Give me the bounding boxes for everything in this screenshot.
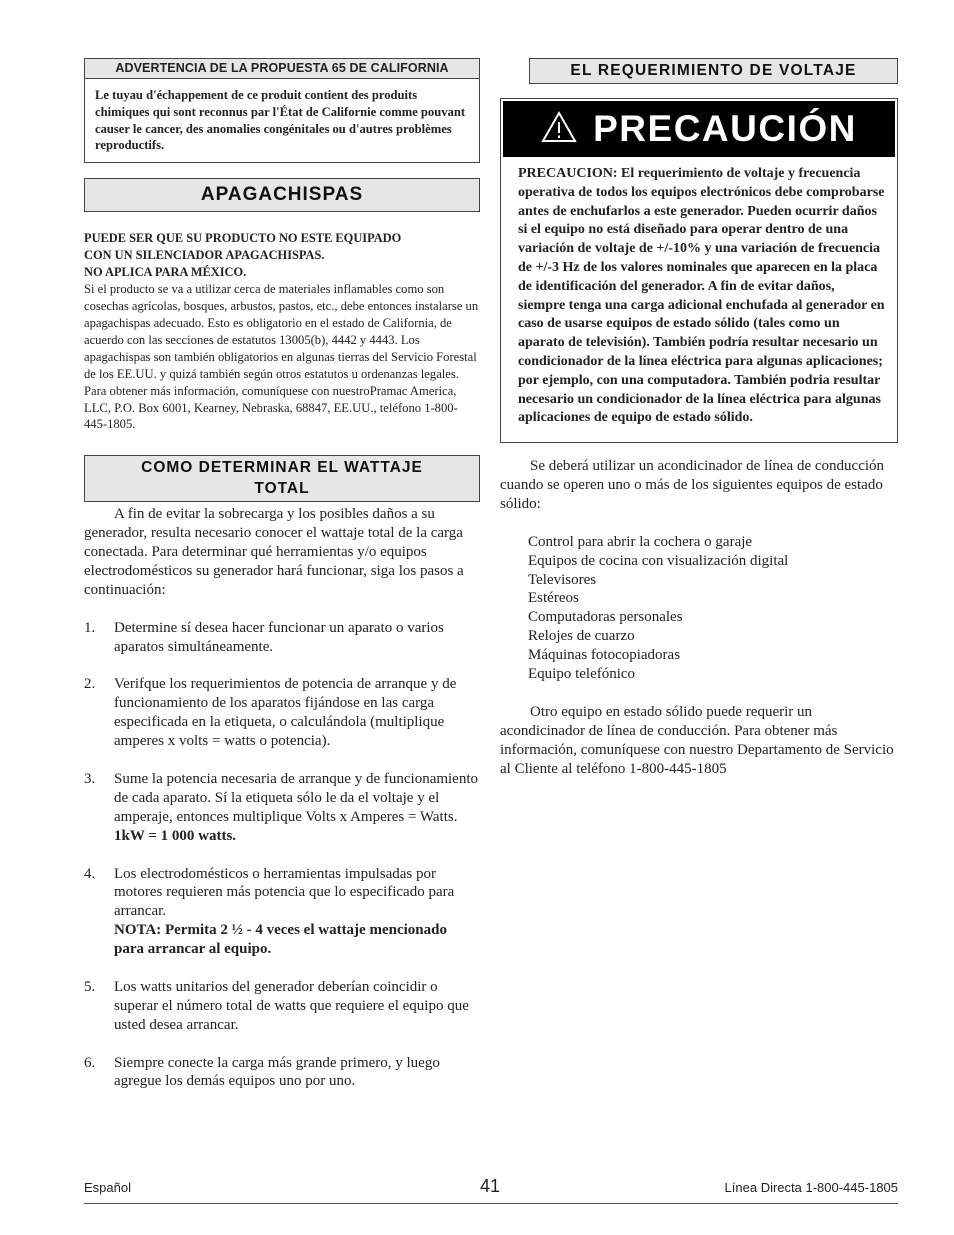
apagachispas-warning-line: NO APLICA PARA MÉXICO.	[84, 265, 247, 280]
step-text: Verifque los requerimientos de potencia de arranque y de funcionamiento de los aparatos fijándose en las carga especificada en la etiqueta, o calculándola (multiplique amperes x volts = watts o potencia).	[114, 676, 457, 750]
step-number: 1.	[84, 619, 96, 636]
step-text: Determine sí desea hacer funcionar un aparato o varios aparatos simultáneamente.	[114, 619, 444, 655]
footer-hotline: Línea Directa 1-800-445-1805	[724, 1180, 898, 1195]
voltaje-body	[500, 457, 898, 778]
apagachispas-heading: APAGACHISPAS	[84, 178, 480, 212]
wattaje-step	[84, 865, 480, 960]
right-column	[500, 58, 898, 779]
step-number: 3.	[84, 770, 96, 787]
prop65-title: ADVERTENCIA DE LA PROPUESTA 65 DE CALIFORNIA	[85, 59, 479, 79]
wattaje-heading-line1: COMO DETERMINAR EL WATTAJE	[141, 459, 423, 477]
page-number: 41	[479, 1176, 501, 1196]
wattaje-heading	[84, 455, 480, 502]
equipment-item: Control para abrir la cochera o garaje	[528, 533, 753, 550]
step-number: 2.	[84, 676, 96, 693]
apagachispas-warning-line: CON UN SILENCIADOR APAGACHISPAS.	[84, 248, 325, 263]
step-bold: 1kW = 1 000 watts.	[114, 827, 237, 844]
wattaje-heading-line2: TOTAL	[254, 480, 310, 498]
equipment-item: Equipo telefónico	[528, 666, 636, 683]
prop65-body: Le tuyau d'échappement de ce produit contient des produits chimiques qui sont reconnus par l'État de Californie comme pouvant causer le cancer, des anomalies congénitales ou d'autres problèmes reproductifs.	[95, 88, 466, 153]
equipment-item: Relojes de cuarzo	[528, 628, 635, 645]
caution-title: PRECAUCIÓN	[593, 108, 857, 149]
equipment-item: Equipos de cocina con visualización digital	[528, 552, 789, 569]
wattaje-intro: A fin de evitar la sobrecarga y los posibles daños a su generador, resulta necesario conocer el wattaje total de la carga conectada. Para determinar qué herramientas y/o equipos electrodomésticos su generador hará funcionar, siga los pasos a continuación:	[84, 506, 464, 598]
prop65-box	[84, 58, 480, 163]
apagachispas-warning	[84, 230, 480, 281]
wattaje-step	[84, 619, 480, 657]
apagachispas-text: Si el producto se va a utilizar cerca de materiales inflamables como son cosechas agrícolas, bosques, arbustos, pastos, etc., debe entonces instalarse un apagachispas adecuado. Esto es obligatorio en el estado de California, de acuerdo con las secciones de estatutos 13005(b), 4442 y 4443. Los apagachispas son también obligatorios en algunas tierras del Servicio Forestal de los EE.UU. y quizá también según otros estatutos u ordenanzas legales. Para obtener más información, comuníquese con nuestroPramac America, LLC, P.O. Box 6001, Kearney, Nebraska, 68847, EE.UU., teléfono 1-800-445-1805.	[84, 282, 479, 432]
step-number: 6.	[84, 1054, 96, 1071]
wattaje-steps	[84, 619, 480, 1092]
step-note: NOTA: Permita 2 ½ - 4 veces el wattaje mencionado para arrancar al equipo.	[114, 922, 447, 958]
step-text: Los watts unitarios del generador deberían coincidir o superar el número total de watts que requiere el equipo que usted desea arrancar.	[114, 978, 469, 1033]
step-number: 4.	[84, 865, 96, 882]
wattaje-step	[84, 1054, 480, 1092]
footer-rule	[84, 1203, 898, 1204]
equipment-list	[500, 533, 898, 684]
wattaje-body	[84, 505, 480, 1091]
step-text: Los electrodomésticos o herramientas impulsadas por motores requieren más potencia que lo especificado para arrancar.	[114, 865, 455, 920]
warning-triangle-icon	[541, 111, 577, 148]
left-column	[84, 58, 480, 1091]
wattaje-step	[84, 675, 480, 751]
step-text: Siempre conecte la carga más grande primero, y luego agregue los demás equipos uno por uno.	[114, 1054, 440, 1090]
wattaje-step	[84, 978, 480, 1035]
wattaje-step	[84, 770, 480, 846]
caution-text: PRECAUCION: El requerimiento de voltaje y frecuencia operativa de todos los equipos electrónicos debe comprobarse antes de enchufarlos a este generador. Pueden ocurrir daños si el equipo no está diseñado para operar dentro de una variación de voltaje de +/-10% y una variación de frecuencia de +/-3 Hz de los valores nominales que aparecen en la placa de identificación del generador. A fin de evitar daños, siempre tenga una carga adicional enchufada al generador en caso de usarse equipos de estado sólido (tales como un aparato de televisión). También podría resultar necesario un condicionador de la línea eléctrica para algunas aplicaciones; por ejemplo, con una computadora. También podria resultar necesario un condicionador de la línea eléctrica para algunas aplicaciones de equipo de estado sólido.	[518, 166, 885, 426]
step-text: Sume la potencia necesaria de arranque y de funcionamiento de cada aparato. Sí la etiqueta sólo le da el voltaje y el amperaje, entonces multiplique Volts x Amperes = Watts.	[114, 770, 479, 825]
equipment-item: Máquinas fotocopiadoras	[528, 647, 681, 664]
caution-box	[500, 98, 898, 443]
voltaje-para1: Se deberá utilizar un acondicinador de línea de conducción cuando se operen uno o más de los siguientes equipos de estado sólido:	[500, 458, 885, 512]
voltaje-para2: Otro equipo en estado sólido puede requerir un acondicinador de línea de conducción. Para obtener más información, comuníquese con nuestro Departamento de Servicio al Cliente al teléfono 1-800-445-1805	[500, 703, 894, 777]
equipment-item: Estéreos	[528, 590, 579, 607]
apagachispas-warning-line: PUEDE SER QUE SU PRODUCTO NO ESTE EQUIPADO	[84, 231, 402, 246]
voltaje-heading: EL REQUERIMIENTO DE VOLTAJE	[529, 58, 898, 84]
footer-language: Español	[84, 1180, 131, 1195]
equipment-item: Computadoras personales	[528, 609, 683, 626]
caution-banner	[503, 101, 895, 157]
step-number: 5.	[84, 978, 96, 995]
equipment-item: Televisores	[528, 571, 597, 588]
